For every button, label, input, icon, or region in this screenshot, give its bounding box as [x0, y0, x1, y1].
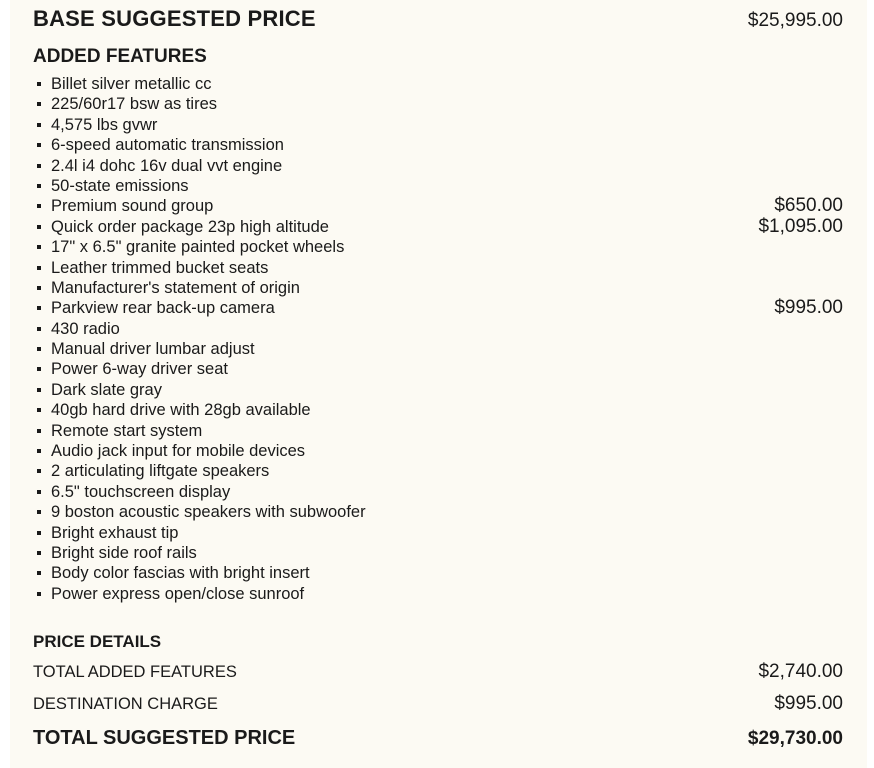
destination-charge-row	[33, 693, 843, 715]
feature-name: 17" x 6.5" granite painted pocket wheels	[33, 237, 344, 257]
destination-charge-value: $995.00	[774, 693, 843, 714]
feature-name: Manufacturer's statement of origin	[33, 278, 300, 298]
feature-item	[33, 421, 843, 441]
total-added-features-label: TOTAL ADDED FEATURES	[33, 663, 237, 681]
feature-item	[33, 502, 843, 522]
feature-name: 40gb hard drive with 28gb available	[33, 400, 311, 420]
feature-item	[33, 74, 843, 94]
feature-name: 225/60r17 bsw as tires	[33, 94, 217, 114]
total-suggested-price-row	[33, 727, 843, 750]
feature-price: $650.00	[774, 195, 843, 217]
feature-name: 2 articulating liftgate speakers	[33, 461, 269, 481]
feature-name: Dark slate gray	[33, 380, 162, 400]
feature-item	[33, 380, 843, 400]
feature-name: Body color fascias with bright insert	[33, 563, 310, 583]
feature-name: Remote start system	[33, 421, 202, 441]
feature-name: Billet silver metallic cc	[33, 74, 211, 94]
total-suggested-price-label: TOTAL SUGGESTED PRICE	[33, 727, 296, 749]
added-features-heading: ADDED FEATURES	[33, 46, 207, 67]
price-sheet	[10, 0, 867, 768]
feature-item	[33, 441, 843, 461]
feature-name: 6.5" touchscreen display	[33, 482, 230, 502]
feature-name: Bright side roof rails	[33, 543, 197, 563]
feature-item	[33, 359, 843, 379]
feature-item	[33, 196, 843, 216]
feature-item	[33, 461, 843, 481]
base-price-value: $25,995.00	[747, 10, 843, 31]
feature-name: 9 boston acoustic speakers with subwoofer	[33, 502, 366, 522]
feature-name: Parkview rear back-up camera	[33, 298, 275, 318]
feature-item	[33, 298, 843, 318]
feature-name: Audio jack input for mobile devices	[33, 441, 305, 461]
price-details-heading: PRICE DETAILS	[33, 632, 162, 651]
feature-item	[33, 278, 843, 298]
feature-name: 430 radio	[33, 319, 120, 339]
feature-name: Quick order package 23p high altitude	[33, 217, 329, 237]
feature-name: Leather trimmed bucket seats	[33, 258, 268, 278]
feature-item	[33, 217, 843, 237]
base-price-row	[33, 6, 843, 32]
feature-item	[33, 258, 843, 278]
feature-name: Bright exhaust tip	[33, 523, 179, 543]
added-features-list	[33, 74, 843, 604]
feature-item	[33, 319, 843, 339]
feature-name: Manual driver lumbar adjust	[33, 339, 255, 359]
feature-item	[33, 115, 843, 135]
feature-price: $995.00	[774, 297, 843, 319]
feature-item	[33, 135, 843, 155]
feature-item	[33, 543, 843, 563]
feature-name: 2.4l i4 dohc 16v dual vvt engine	[33, 156, 282, 176]
feature-name: 4,575 lbs gvwr	[33, 115, 157, 135]
feature-item	[33, 523, 843, 543]
feature-price: $1,095.00	[758, 215, 843, 237]
total-added-features-value: $2,740.00	[758, 661, 843, 682]
feature-name: Power express open/close sunroof	[33, 584, 304, 604]
feature-name: 50-state emissions	[33, 176, 189, 196]
feature-item	[33, 584, 843, 604]
feature-name: 6-speed automatic transmission	[33, 135, 284, 155]
feature-item	[33, 482, 843, 502]
feature-name: Premium sound group	[33, 196, 213, 216]
total-suggested-price-value: $29,730.00	[747, 728, 843, 749]
destination-charge-label: DESTINATION CHARGE	[33, 695, 218, 713]
feature-item	[33, 400, 843, 420]
feature-item	[33, 563, 843, 583]
feature-item	[33, 156, 843, 176]
feature-item	[33, 339, 843, 359]
feature-item	[33, 237, 843, 257]
base-price-label: BASE SUGGESTED PRICE	[33, 6, 316, 31]
feature-name: Power 6-way driver seat	[33, 359, 228, 379]
total-added-features-row	[33, 661, 843, 683]
feature-item	[33, 176, 843, 196]
feature-item	[33, 94, 843, 114]
